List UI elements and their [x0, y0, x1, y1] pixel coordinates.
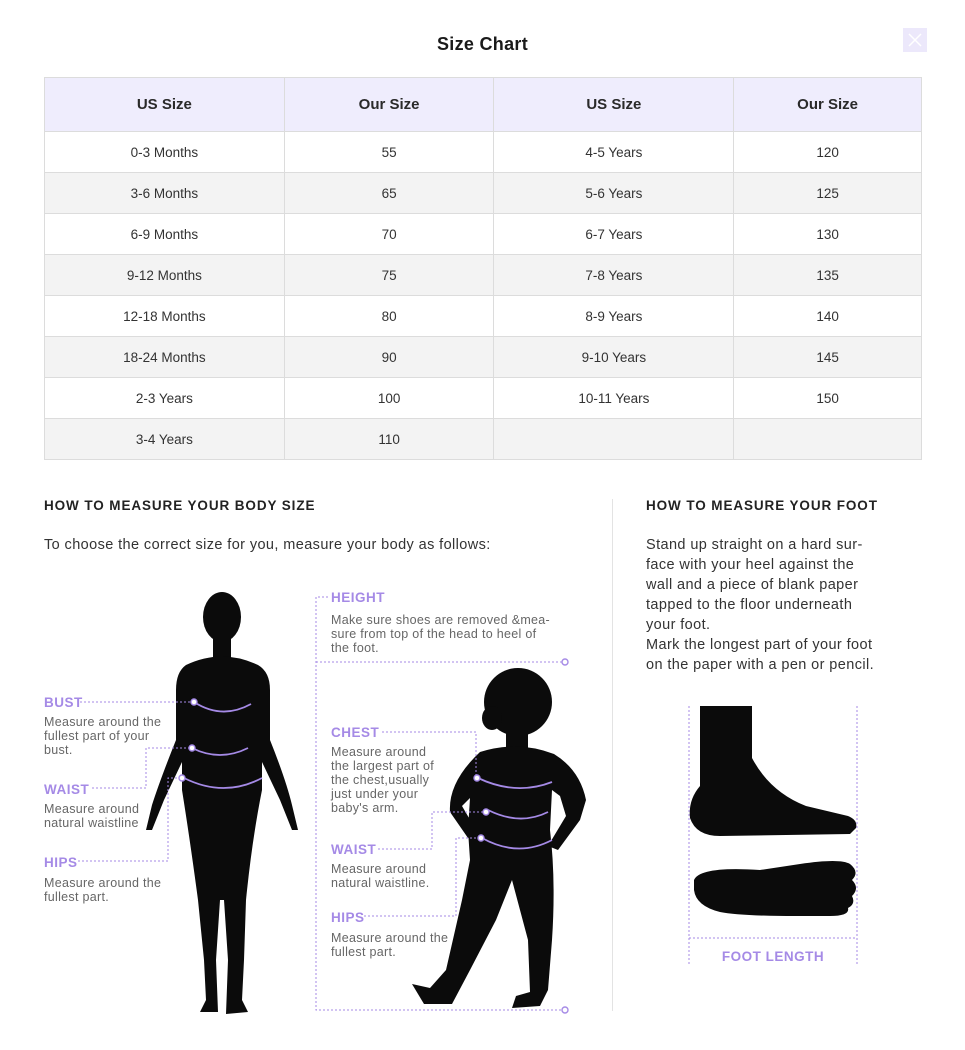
child-hips-label: HIPS — [331, 910, 365, 925]
table-cell: 6-9 Months — [45, 214, 285, 255]
adult-silhouette — [146, 592, 298, 1014]
header-our-size: Our Size — [734, 78, 922, 132]
table-cell: 5-6 Years — [494, 173, 734, 214]
child-waist-desc: Measure around natural waistline. — [331, 862, 430, 890]
body-measure-heading: HOW TO MEASURE YOUR BODY SIZE — [44, 498, 316, 513]
foot-measure-heading: HOW TO MEASURE YOUR FOOT — [646, 498, 878, 513]
child-chest-label: CHEST — [331, 725, 380, 740]
table-cell: 130 — [734, 214, 922, 255]
adult-waist-label: WAIST — [44, 782, 90, 797]
foot-length-label: FOOT LENGTH — [721, 949, 825, 964]
table-cell: 65 — [284, 173, 494, 214]
child-chest-desc: Measure around the largest part of the chest,usually just under your baby's arm. — [331, 745, 434, 815]
adult-bust-label: BUST — [44, 695, 83, 710]
modal-title: Size Chart — [436, 34, 529, 54]
table-cell: 100 — [284, 378, 494, 419]
table-cell: 18-24 Months — [45, 337, 285, 378]
table-cell: 120 — [734, 132, 922, 173]
table-cell: 3-4 Years — [45, 419, 285, 460]
table-cell: 140 — [734, 296, 922, 337]
table-cell: 7-8 Years — [494, 255, 734, 296]
foot-side-icon — [690, 706, 857, 836]
foot-paragraph: Stand up straight on a hard sur- face with your heel against the wall and a piece of blank paper tapped to the floor underneath your foot. — [646, 537, 863, 633]
adult-waist-desc: Measure around natural waistline — [44, 802, 140, 830]
child-hips-desc: Measure around the fullest part. — [331, 931, 449, 959]
table-cell: 10-11 Years — [494, 378, 734, 419]
table-cell: 55 — [284, 132, 494, 173]
foot-sole-icon — [694, 861, 856, 916]
table-cell: 4-5 Years — [494, 132, 734, 173]
header-us-size: US Size — [494, 78, 734, 132]
table-cell: 70 — [284, 214, 494, 255]
table-cell: 125 — [734, 173, 922, 214]
foot-instructions — [646, 535, 908, 675]
header-our-size: Our Size — [284, 78, 494, 132]
foot-paragraph: Mark the longest part of your foot on the paper with a pen or pencil. — [646, 637, 875, 673]
adult-hips-label: HIPS — [44, 855, 78, 870]
table-cell: 135 — [734, 255, 922, 296]
table-cell: 6-7 Years — [494, 214, 734, 255]
child-height-desc: Make sure shoes are removed &mea- sure from top of the head to heel of the foot. — [331, 613, 551, 655]
table-cell: 145 — [734, 337, 922, 378]
adult-hips-desc: Measure around the fullest part. — [44, 876, 162, 904]
table-cell: 9-12 Months — [45, 255, 285, 296]
child-waist-label: WAIST — [331, 842, 377, 857]
table-cell: 9-10 Years — [494, 337, 734, 378]
table-cell: 3-6 Months — [45, 173, 285, 214]
table-cell: 12-18 Months — [45, 296, 285, 337]
table-cell: 0-3 Months — [45, 132, 285, 173]
table-cell: 90 — [284, 337, 494, 378]
child-height-label: HEIGHT — [331, 590, 386, 605]
table-cell: 150 — [734, 378, 922, 419]
table-cell: 110 — [284, 419, 494, 460]
table-cell: 2-3 Years — [45, 378, 285, 419]
adult-bust-desc: Measure around the fullest part of your bust. — [44, 715, 162, 757]
header-us-size: US Size — [45, 78, 285, 132]
table-cell: 8-9 Years — [494, 296, 734, 337]
table-cell: 80 — [284, 296, 494, 337]
body-measure-intro: To choose the correct size for you, measure your body as follows: — [44, 537, 491, 553]
table-cell: 75 — [284, 255, 494, 296]
